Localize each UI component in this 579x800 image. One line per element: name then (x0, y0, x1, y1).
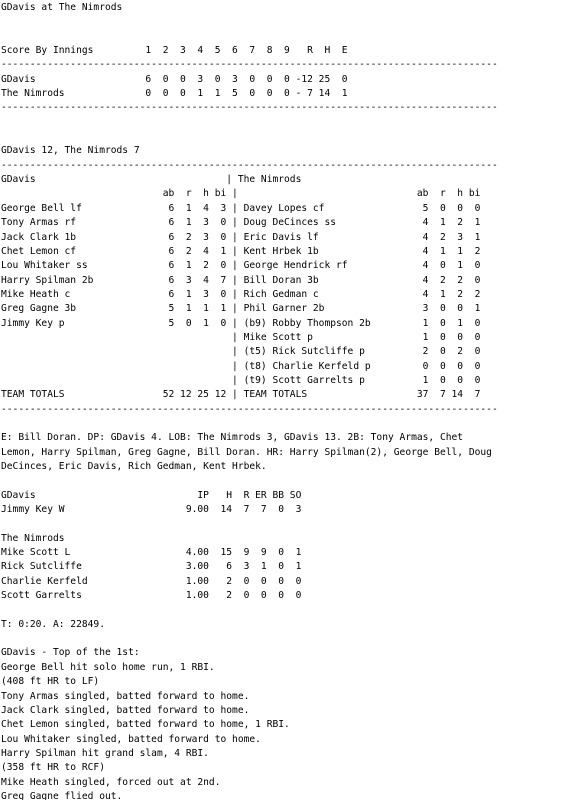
report-line: T: 0:20. A: 22849. (1, 618, 105, 630)
report-line: Chet Lemon singled, batted forward to home, 1 RBI. (1, 719, 290, 731)
report-line: -------------------------------------------------------------------------------------- (1, 159, 498, 171)
report-line: Harry Spilman hit grand slam, 4 RBI. (1, 747, 209, 759)
report-line: Scott Garrelts 1.00 2 0 0 0 0 (1, 590, 302, 602)
report-line: GDavis at The Nimrods (1, 2, 123, 13)
report-line: | (t5) Rick Sutcliffe p 2 0 2 0 (1, 346, 481, 358)
report-line: ab r h bi | ab r h bi (1, 188, 481, 200)
report-line (1, 15, 579, 29)
report-line: GDavis 12, The Nimrods 7 (1, 145, 140, 157)
report-line: GDavis IP H R ER BB SO (1, 489, 302, 501)
report-line: Score By Innings 1 2 3 4 5 6 7 8 9 R H E (1, 45, 348, 57)
report-line: E: Bill Doran. DP: GDavis 4. LOB: The Nimrods 3, GDavis 13. 2B: Tony Armas, Chet (1, 432, 464, 444)
report-line (1, 116, 579, 130)
report-line: (408 ft HR to LF) (1, 676, 100, 688)
report-line: Jimmy Key p 5 0 1 0 | (b9) Robby Thompson 2b 1 0 1 0 (1, 317, 481, 329)
report-line: Lou Whitaker singled, batted forward to home. (1, 733, 261, 745)
report-line: Greg Gagne flied out. (1, 790, 123, 800)
report-line: Jack Clark 1b 6 2 3 0 | Eric Davis lf 4 2 3 1 (1, 231, 481, 243)
report-line: TEAM TOTALS 52 12 25 12 | TEAM TOTALS 37 7 14 7 (1, 389, 481, 401)
report-line (1, 130, 579, 144)
report-line: DeCinces, Eric Davis, Rich Gedman, Kent Hrbek. (1, 461, 267, 472)
report-line: Chet Lemon cf 6 2 4 1 | Kent Hrbek 1b 4 1 1 2 (1, 245, 481, 257)
report-line: The Nimrods 0 0 0 1 1 5 0 0 0 - 7 14 1 (1, 88, 348, 100)
report-line: George Bell hit solo home run, 1 RBI. (1, 661, 215, 673)
report-line (1, 603, 579, 617)
report-line: | (t8) Charlie Kerfeld p 0 0 0 0 (1, 360, 481, 372)
report-line: GDavis 6 0 0 3 0 3 0 0 0 -12 25 0 (1, 73, 348, 85)
report-line (1, 474, 579, 488)
report-line (1, 30, 579, 44)
report-line: Greg Gagne 3b 5 1 1 1 | Phil Garner 2b 3 0 0 1 (1, 303, 481, 315)
report-line: Tony Armas rf 6 1 3 0 | Doug DeCinces ss 4 1 2 1 (1, 217, 481, 229)
report-line: Lemon, Harry Spilman, Greg Gagne, Bill Doran. HR: Harry Spilman(2), George Bell, Doug (1, 446, 492, 458)
report-line: Mike Scott L 4.00 15 9 9 0 1 (1, 547, 302, 559)
report-line: Lou Whitaker ss 6 1 2 0 | George Hendrick rf 4 0 1 0 (1, 260, 481, 272)
report-line: -------------------------------------------------------------------------------------- (1, 59, 498, 71)
report-line: Jack Clark singled, batted forward to home. (1, 704, 250, 716)
report-line: Mike Heath singled, forced out at 2nd. (1, 776, 221, 788)
report-line: Charlie Kerfeld 1.00 2 0 0 0 0 (1, 575, 302, 587)
report-line: -------------------------------------------------------------------------------------- (1, 403, 498, 415)
report-line: George Bell lf 6 1 4 3 | Davey Lopes cf 5 0 0 0 (1, 202, 481, 214)
report-line: GDavis - Top of the 1st: (1, 647, 140, 659)
report-line: (358 ft HR to RCF) (1, 762, 105, 774)
report-line: Tony Armas singled, batted forward to home. (1, 690, 250, 702)
report-line: Jimmy Key W 9.00 14 7 7 0 3 (1, 504, 302, 516)
report-line: | (t9) Scott Garrelts p 1 0 0 0 (1, 374, 481, 386)
report-line: Mike Heath c 6 1 3 0 | Rich Gedman c 4 1 2 2 (1, 288, 481, 300)
report-line: Harry Spilman 2b 6 3 4 7 | Bill Doran 3b 4 2 2 0 (1, 274, 481, 286)
report-line: Rick Sutcliffe 3.00 6 3 1 0 1 (1, 561, 302, 573)
report-line (1, 632, 579, 646)
report-line (1, 417, 579, 431)
report-line: -------------------------------------------------------------------------------------- (1, 102, 498, 114)
report-line (1, 517, 579, 531)
report-line: GDavis | The Nimrods (1, 174, 302, 186)
report-line: The Nimrods (1, 532, 65, 544)
report-line: | Mike Scott p 1 0 0 0 (1, 331, 481, 343)
